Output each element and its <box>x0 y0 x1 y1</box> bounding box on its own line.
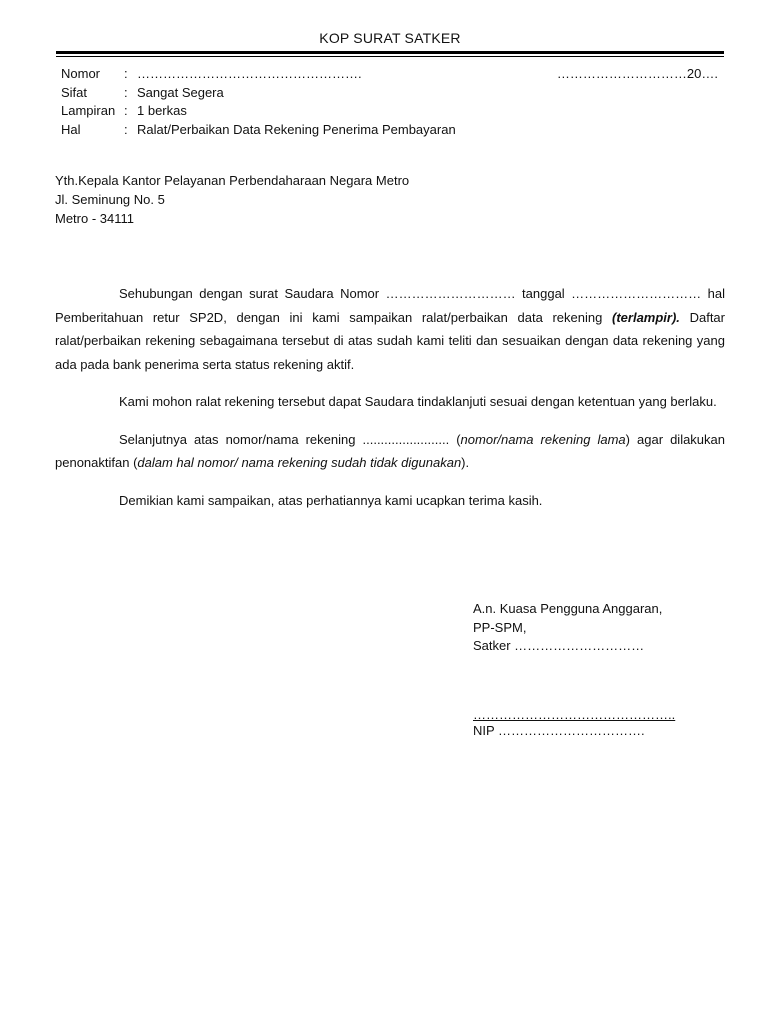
body-italic: dalam hal nomor/ nama rekening sudah tidak digunakan <box>137 455 462 470</box>
addressee-block <box>55 171 409 228</box>
body-text: Kami mohon ralat rekening tersebut dapat Saudara tindaklanjuti sesuai dengan ketentuan yang berlaku. <box>119 394 717 409</box>
meta-row-nomor <box>61 65 726 84</box>
letter-meta <box>61 65 726 139</box>
meta-label: Nomor <box>61 66 101 81</box>
letter-date: …………………………20…. <box>556 66 718 81</box>
signature-line: Satker ………………………… <box>473 638 645 653</box>
meta-row-sifat <box>61 84 726 103</box>
meta-row-lampiran <box>61 102 726 121</box>
body-text: Sehubungan dengan surat Saudara Nomor ………………………… tanggal ………………………… hal Pemberitahuan retur SP2D, dengan ini kami sampaikan ralat/perbaikan data rekening <box>55 286 725 325</box>
letter-body <box>55 282 725 526</box>
body-paragraph-3 <box>55 428 725 475</box>
addressee-line: Jl. Seminung No. 5 <box>55 192 165 207</box>
meta-label: Lampiran <box>61 103 116 118</box>
signatory-nip: NIP ……………………………. <box>473 723 645 738</box>
body-paragraph-4 <box>55 489 725 513</box>
signature-line: PP-SPM, <box>473 619 527 635</box>
letterhead-title: KOP SURAT SATKER <box>319 30 461 46</box>
body-text: Demikian kami sampaikan, atas perhatiannya kami ucapkan terima kasih. <box>119 492 543 508</box>
letterhead-rule-thick <box>56 51 724 54</box>
meta-value: Sangat Segera <box>137 84 224 100</box>
body-italic: nomor/nama rekening lama <box>460 431 626 447</box>
meta-colon: : <box>124 121 128 137</box>
meta-value: Ralat/Perbaikan Data Rekening Penerima Pembayaran <box>137 121 456 137</box>
body-text: Selanjutnya atas nomor/nama rekening ........................ ( <box>119 431 461 447</box>
body-text: ). <box>461 455 470 470</box>
meta-label: Sifat <box>61 84 88 100</box>
body-paragraph-1 <box>55 282 725 376</box>
signature-line: A.n. Kuasa Pengguna Anggaran, <box>473 601 663 616</box>
meta-value: ……………………………………………. <box>137 66 362 81</box>
meta-colon: : <box>124 66 128 81</box>
meta-row-hal <box>61 121 726 140</box>
body-text: ) agar dilakukan penonaktifan ( <box>55 431 726 470</box>
letterhead-rule-thin <box>56 56 724 57</box>
signatory-name-line: ……………………………………….. <box>473 707 676 722</box>
body-paragraph-2 <box>55 390 725 414</box>
body-text: Daftar ralat/perbaikan rekening sebagaimana tersebut di atas sudah kami teliti dan sesuaikan dengan data rekening yang ada pada bank penerima serta status rekening aktif. <box>55 309 725 372</box>
addressee-line: Metro - 34111 <box>55 211 135 226</box>
addressee-line: Yth.Kepala Kantor Pelayanan Perbendaharaan Negara Metro <box>55 173 410 188</box>
signature-block <box>473 600 662 656</box>
body-emphasis: (terlampir). <box>612 309 680 325</box>
meta-colon: : <box>124 103 128 118</box>
meta-label: Hal <box>61 121 81 137</box>
meta-value: 1 berkas <box>137 103 187 118</box>
meta-colon: : <box>124 84 128 100</box>
